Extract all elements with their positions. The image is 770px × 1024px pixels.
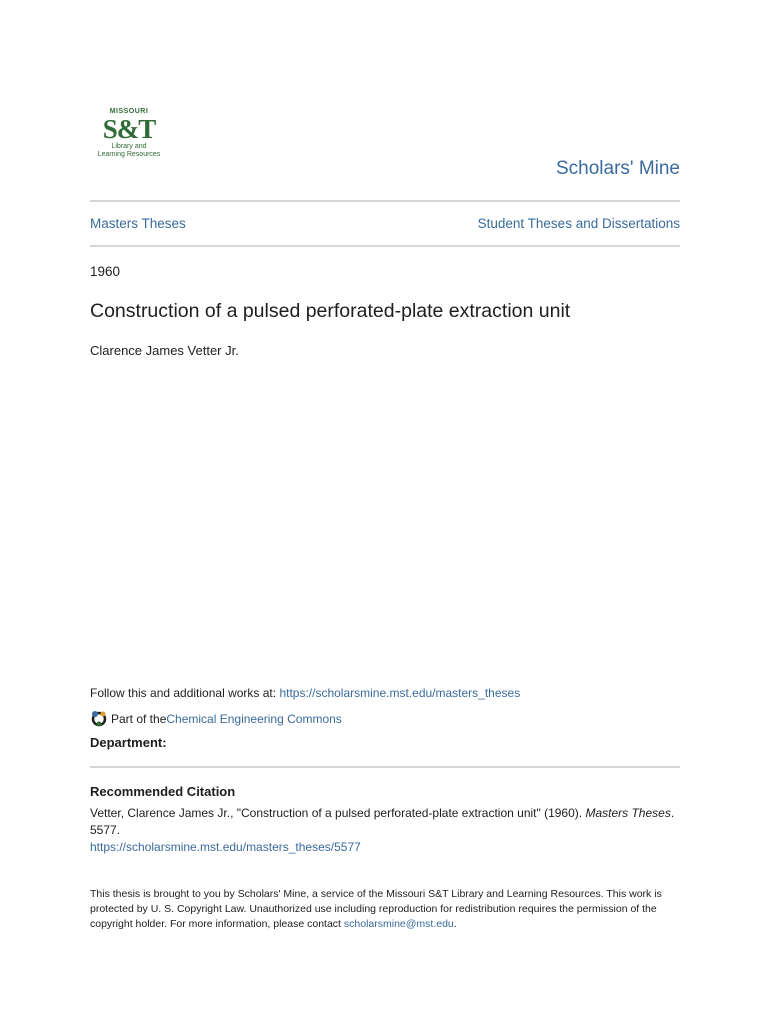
collection-link[interactable]: Masters Theses	[90, 216, 186, 231]
commons-link[interactable]: Chemical Engineering Commons	[166, 712, 342, 726]
divider-citation	[90, 766, 680, 768]
contact-email-link[interactable]: scholarsmine@mst.edu	[343, 918, 454, 930]
divider-nav	[90, 245, 680, 247]
citation-body: Vetter, Clarence James Jr., "Construction of a pulsed perforated-plate extraction unit" (1960).	[90, 806, 586, 820]
logo-mark: S&T	[102, 114, 156, 144]
citation-heading: Recommended Citation	[90, 784, 236, 799]
citation-number: . 5577.	[90, 806, 675, 837]
citation-text	[90, 805, 680, 856]
footer-end: .	[453, 918, 457, 930]
part-of-line	[90, 710, 342, 728]
footer-text: This thesis is brought to you by Scholars' Mine, a service of the Missouri S&T Library and Learning Resources. This work is protected by U. S. Copyright Law. Unauthorized use including reproduction for redistribution requires the permission of the copyright holder. For more information, please contact	[90, 888, 662, 930]
follow-line	[90, 686, 520, 700]
institution-logo	[96, 108, 162, 180]
document-title: Construction of a pulsed perforated-plate extraction unit	[90, 300, 571, 322]
follow-url-link[interactable]: https://scholarsmine.mst.edu/masters_theses	[279, 686, 521, 700]
divider-top	[90, 200, 680, 202]
network-icon	[90, 710, 108, 728]
department-label: Department:	[90, 735, 167, 750]
follow-prefix: Follow this and additional works at:	[90, 686, 280, 700]
citation-url-link[interactable]: https://scholarsmine.mst.edu/masters_theses/5577	[90, 840, 361, 854]
logo-line2: Learning Resources	[97, 151, 161, 158]
author-name: Clarence James Vetter Jr.	[90, 343, 239, 358]
logo-line1: Library and	[111, 143, 147, 150]
part-of-prefix: Part of the	[111, 712, 167, 726]
logo-top-text: MISSOURI	[109, 108, 149, 115]
publication-year: 1960	[90, 264, 121, 279]
copyright-notice	[90, 887, 680, 932]
site-title-link[interactable]: Scholars' Mine	[555, 158, 680, 179]
citation-series: Masters Theses	[585, 806, 671, 820]
parent-collection-link[interactable]: Student Theses and Dissertations	[477, 216, 680, 231]
